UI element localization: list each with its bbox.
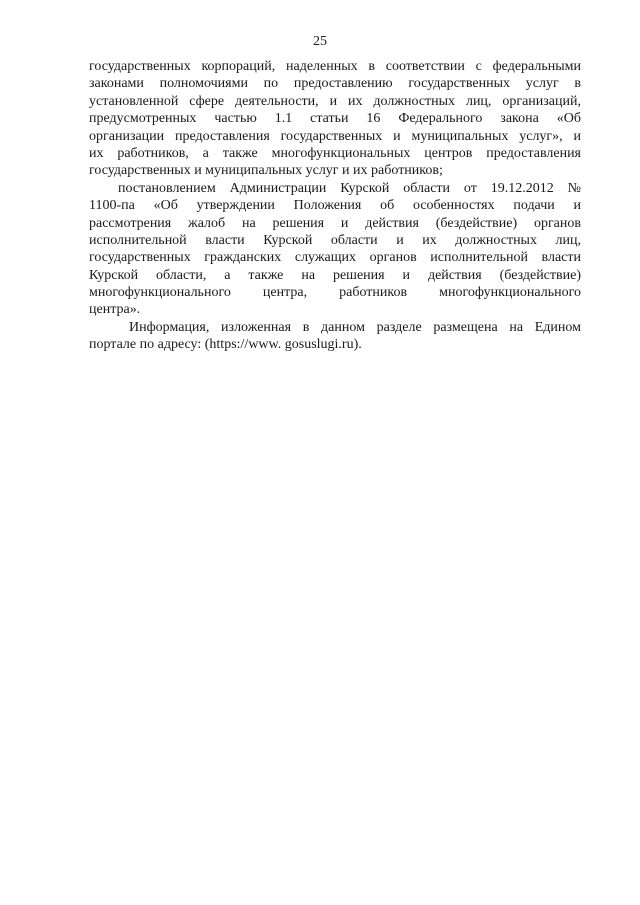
text-line: установленной сфере деятельности, и их должностных лиц, организаций, <box>89 93 581 109</box>
paragraph-3 <box>89 319 581 354</box>
text-line: организации предоставления государственных и муниципальных услуг», и <box>89 128 581 144</box>
text-line: предусмотренных частью 1.1 статьи 16 Федерального закона «Об <box>89 111 581 127</box>
text-line: портале по адресу: (https://www. gosuslugi.ru). <box>89 337 362 353</box>
page-number: 25 <box>313 34 327 49</box>
text-line: Информация, изложенная в данном разделе размещена на Едином <box>129 319 581 335</box>
text-line: их работников, а также многофункциональных центров предоставления <box>89 145 581 161</box>
text-line: исполнительной власти Курской области и их должностных лиц, <box>89 232 581 248</box>
text-line: рассмотрения жалоб на решения и действия (бездействие) органов <box>89 215 581 231</box>
text-line: государственных гражданских служащих органов исполнительной власти <box>89 250 581 266</box>
text-line: многофункционального центра, работников многофункционального <box>89 285 581 301</box>
text-line: постановлением Администрации Курской области от 19.12.2012 № <box>118 180 581 196</box>
paragraph-2 <box>89 180 581 319</box>
text-line: Курской области, а также на решения и действия (бездействие) <box>89 267 581 283</box>
paragraph-1 <box>89 58 581 180</box>
text-line: центра». <box>89 302 141 318</box>
text-line: государственных корпораций, наделенных в соответствии с федеральными <box>89 59 581 74</box>
text-line: 1100-па «Об утверждении Положения об особенностях подачи и <box>89 198 581 214</box>
text-line: государственных и муниципальных услуг и их работников; <box>89 163 443 179</box>
text-line: законами полномочиями по предоставлению государственных услуг в <box>89 76 581 92</box>
document-body <box>89 58 581 354</box>
